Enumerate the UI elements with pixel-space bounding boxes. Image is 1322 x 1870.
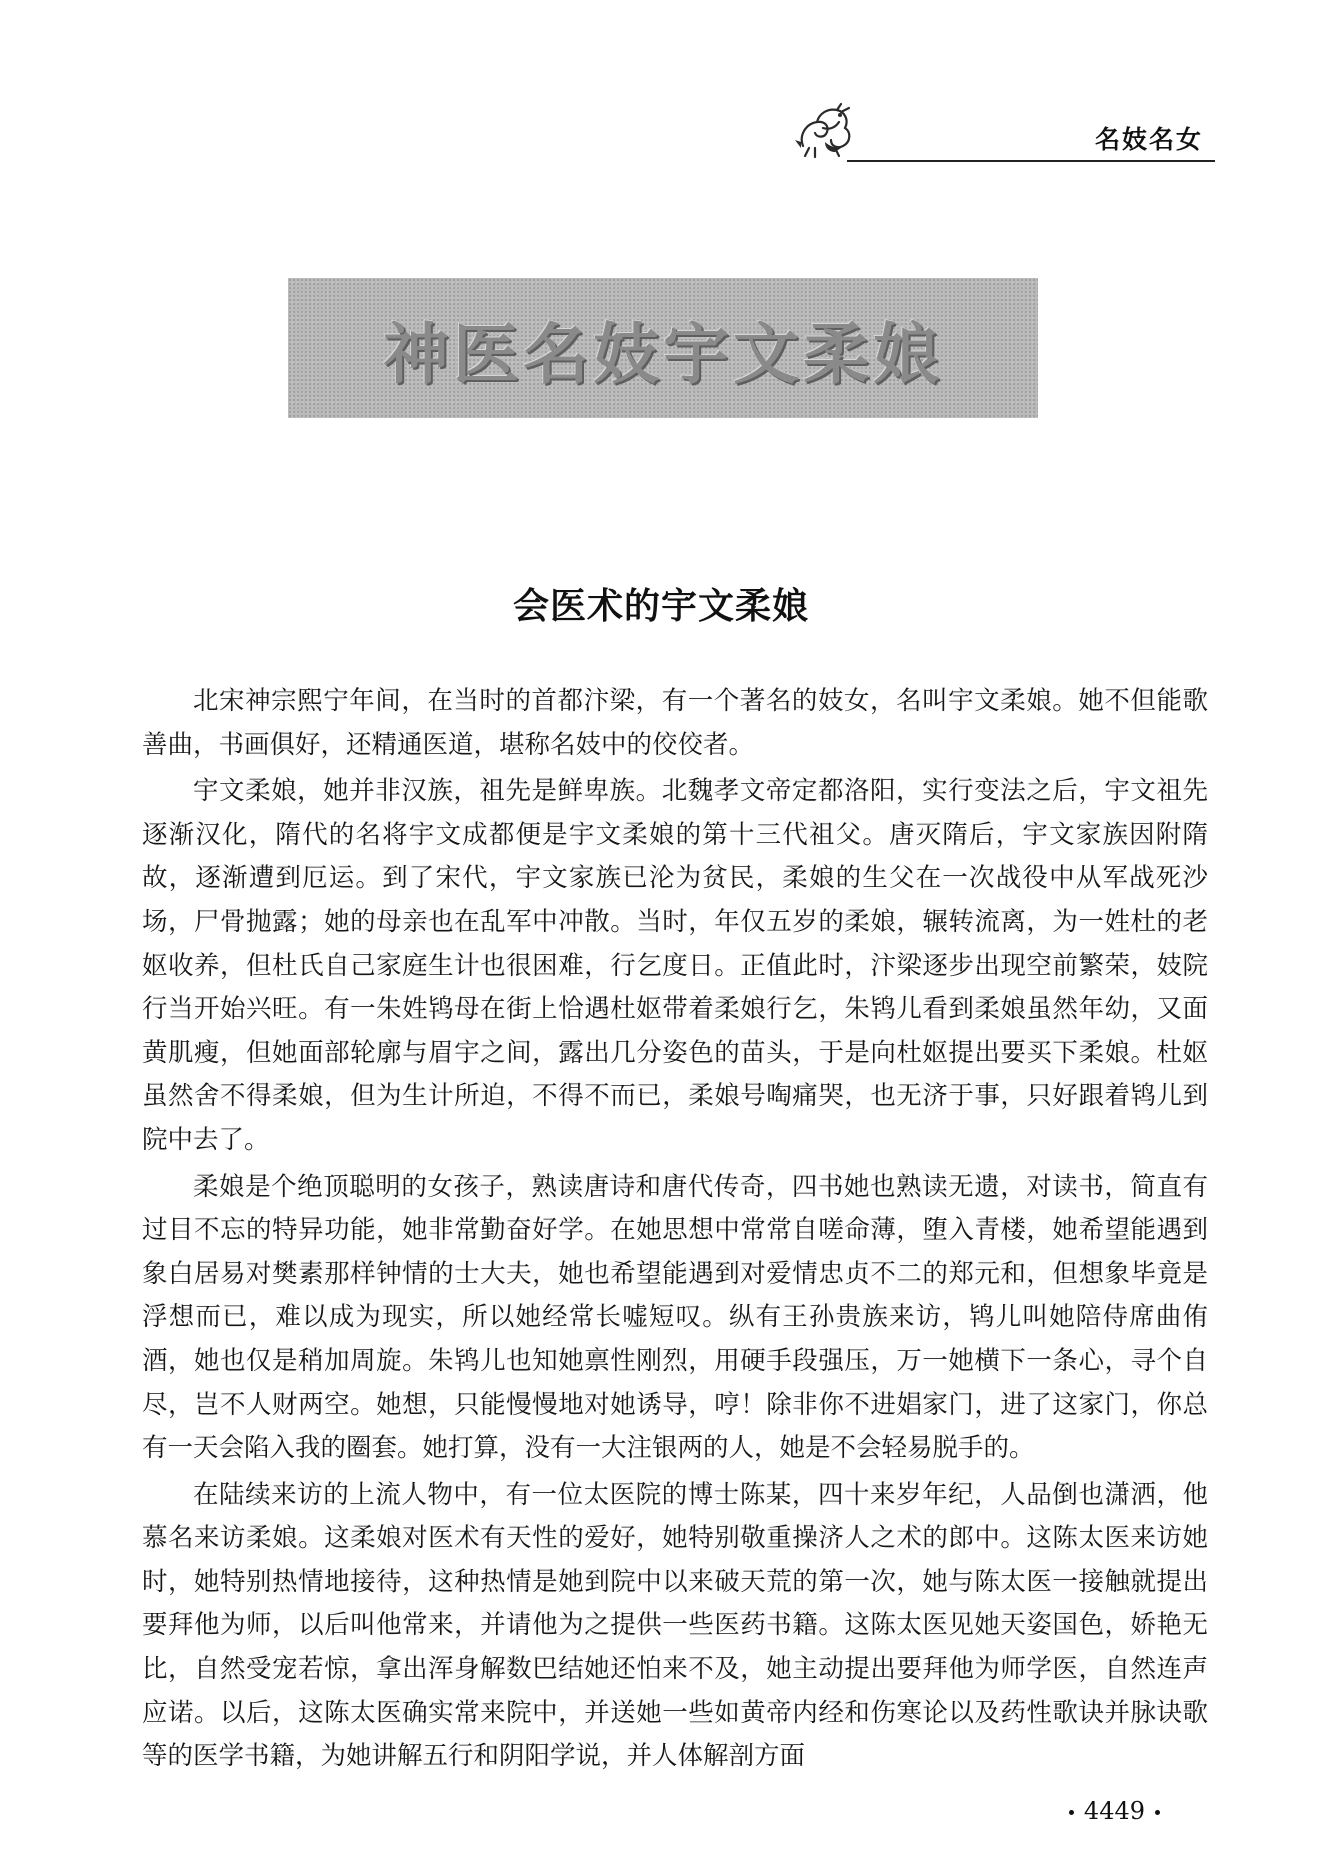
banner-title: 神医名妓宇文柔娘 [383, 314, 943, 393]
dragon-emblem-icon [795, 102, 855, 160]
bullet-dot [1069, 1810, 1074, 1815]
paragraph: 柔娘是个绝顶聪明的女孩子，熟读唐诗和唐代传奇，四书她也熟读无遗，对读书，简直有过目不忘的特异功能，她非常勤奋好学。在她思想中常常自嗟命薄，堕入青楼，她希望能遇到象白居易对樊素那样钟情的士大夫，她也希望能遇到对爱情忠贞不二的郑元和，但想象毕竟是浮想而已，难以成为现实，所以她经常长嘘短叹。纵有王孙贵族来访，鸨儿叫她陪侍席曲侑酒，她也仅是稍加周旋。朱鸨儿也知她禀性刚烈，用硬手段强压，万一她横下一条心，寻个自尽，岂不人财两空。她想，只能慢慢地对她诱导，哼！除非你不进娼家门，进了这家门，你总有一天会陷入我的圈套。她打算，没有一大注银两的人，她是不会轻易脱手的。 [142, 1171, 1208, 1464]
article-heading: 会医术的宇文柔娘 [512, 586, 809, 627]
header-rule [847, 160, 1215, 162]
bullet-dot [1155, 1810, 1160, 1815]
paragraph: 在陆续来访的上流人物中，有一位太医院的博士陈某，四十来岁年纪，人品倒也潇洒，他慕名来访柔娘。这柔娘对医术有天性的爱好，她特别敬重操济人之术的郎中。这陈太医来访她时，她特别热情地接待，这种热情是她到院中以来破天荒的第一次，她与陈太医一接触就提出要拜他为师，以后叫他常来，并请他为之提供一些医药书籍。这陈太医见她天姿国色，娇艳无比，自然受宠若惊，拿出浑身解数巴结她还怕来不及，她主动提出要拜他为师学医，自然连声应诺。以后，这陈太医确实常来院中，并送她一些如黄帝内经和伤寒论以及药性歌诀并脉诀歌等的医学书籍，为她讲解五行和阴阳学说，并人体解剖方面 [142, 1479, 1208, 1772]
article-body [142, 680, 1208, 1782]
running-header [795, 100, 1215, 164]
section-name: 名妓名女 [1094, 125, 1203, 154]
paragraph: 北宋神宗熙宁年间，在当时的首都汴梁，有一个著名的妓女，名叫宇文柔娘。她不但能歌善曲，书画俱好，还精通医道，堪称名妓中的佼佼者。 [142, 686, 1208, 760]
title-banner [288, 278, 1038, 418]
page-number-value: 4449 [1083, 1797, 1145, 1825]
page-number [1059, 1797, 1170, 1825]
paragraph: 宇文柔娘，她并非汉族，祖先是鲜卑族。北魏孝文帝定都洛阳，实行变法之后，宇文祖先逐渐汉化，隋代的名将宇文成都便是宇文柔娘的第十三代祖父。唐灭隋后，宇文家族因附隋故，逐渐遭到厄运。到了宋代，宇文家族已沦为贫民，柔娘的生父在一次战役中从军战死沙场，尸骨抛露；她的母亲也在乱军中冲散。当时，年仅五岁的柔娘，辗转流离，为一姓杜的老妪收养，但杜氏自己家庭生计也很困难，行乞度日。正值此时，汴梁逐步出现空前繁荣，妓院行当开始兴旺。有一朱姓鸨母在街上恰遇杜妪带着柔娘行乞，朱鸨儿看到柔娘虽然年幼，又面黄肌瘦，但她面部轮廓与眉宇之间，露出几分姿色的苗头，于是向杜妪提出要买下柔娘。杜妪虽然舍不得柔娘，但为生计所迫，不得不而已，柔娘号啕痛哭，也无济于事，只好跟着鸨儿到院中去了。 [142, 776, 1208, 1155]
